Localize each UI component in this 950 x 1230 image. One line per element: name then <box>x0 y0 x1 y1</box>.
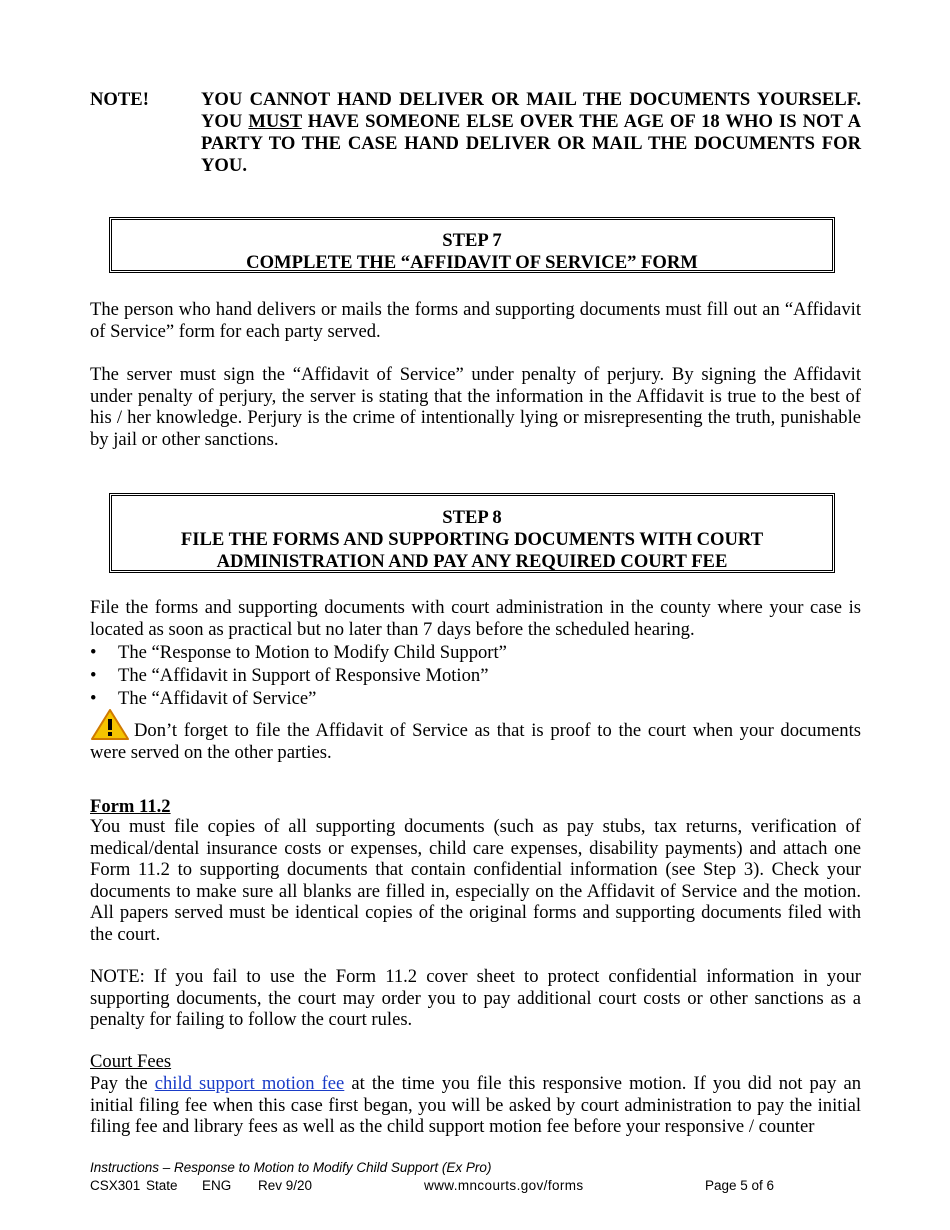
footer-state: State <box>146 1178 178 1193</box>
footer-form-code: CSX301 <box>90 1178 141 1193</box>
list-item: • The “Affidavit of Service” <box>90 688 317 709</box>
footer-url: www.mncourts.gov/forms <box>424 1178 584 1193</box>
footer-revision: Rev 9/20 <box>258 1178 313 1193</box>
list-item: • The “Response to Motion to Modify Child Support” <box>90 642 507 663</box>
list-item: • The “Affidavit in Support of Responsive Motion” <box>90 665 489 686</box>
footer-page-number: Page 5 of 6 <box>705 1178 775 1193</box>
court-fees-paragraph: Pay the child support motion fee at the time you file this responsive motion. If you did not pay an initial filing fee when this case first began, you will be asked by court administration to pay the initial filing fee and library fees as well as the child support motion fee before your responsive / counter <box>90 1073 861 1137</box>
form112-heading: Form 11.2 <box>90 796 171 817</box>
step8-intro: File the forms and supporting documents with court administration in the county where your case is located as soon as practical but no later than 7 days before the scheduled hearing. <box>90 597 861 640</box>
child-support-motion-fee-link[interactable]: child support motion fee <box>154 1073 345 1094</box>
note-label: NOTE! <box>90 89 149 110</box>
warning-text: Don’t forget to file the Affidavit of Service as that is proof to the court when your documents were served on the other parties. <box>90 720 861 763</box>
court-fees-heading: Court Fees <box>90 1051 172 1072</box>
step7-paragraph-1: The person who hand delivers or mails the forms and supporting documents must fill out an “Affidavit of Service” form for each party served. <box>90 299 861 342</box>
form112-body: You must file copies of all supporting documents (such as pay stubs, tax returns, verification of medical/dental insurance costs or expenses, child care expenses, disability payments) and attach one Form 11.2 to supporting documents that contain confidential information (see Step 3). Check your documents to make sure all blanks are filled in, especially on the Affidavit of Service and the motion. All papers served must be identical copies of the original forms and supporting documents filed with the court. <box>90 816 861 945</box>
step8-title-line1: FILE THE FORMS AND SUPPORTING DOCUMENTS WITH COURT <box>180 529 764 550</box>
warning-note <box>90 708 861 764</box>
step7-paragraph-2: The server must sign the “Affidavit of Service” under penalty of perjury. By signing the Affidavit under penalty of perjury, the server is stating that the information in the Affidavit is true to the best of his / her knowledge. Perjury is the crime of intentionally lying or misrepresenting the truth, punishable by jail or other sanctions. <box>90 364 861 450</box>
note-text-after: HAVE SOMEONE ELSE OVER THE AGE OF 18 WHO IS NOT A PARTY TO THE CASE HAND DELIVER OR MAIL THE DOCUMENTS FOR YOU. <box>201 111 861 176</box>
bullet-icon: • <box>90 642 97 663</box>
bullet-icon: • <box>90 688 97 709</box>
step7-box <box>109 217 835 273</box>
note-emphasis: MUST <box>248 111 302 132</box>
step8-number: STEP 8 <box>442 507 502 528</box>
step7-title: COMPLETE THE “AFFIDAVIT OF SERVICE” FORM <box>246 252 698 273</box>
footer-language: ENG <box>202 1178 232 1193</box>
note-text <box>201 89 861 177</box>
step8-box <box>109 493 835 573</box>
step8-title-line2: ADMINISTRATION AND PAY ANY REQUIRED COURT FEE <box>216 551 728 572</box>
footer-title: Instructions – Response to Motion to Modify Child Support (Ex Pro) <box>90 1160 492 1175</box>
note-text-before: YOU CANNOT HAND DELIVER OR MAIL THE DOCUMENTS YOURSELF. YOU <box>201 89 861 132</box>
bullet-icon: • <box>90 665 97 686</box>
step7-number: STEP 7 <box>442 230 502 251</box>
warning-triangle-icon <box>90 708 130 742</box>
step8-bullet-list <box>90 641 861 710</box>
form112-note: NOTE: If you fail to use the Form 11.2 cover sheet to protect confidential information in your supporting documents, the court may order you to pay additional court costs or other sanctions as a penalty for failing to follow the court rules. <box>90 966 861 1030</box>
